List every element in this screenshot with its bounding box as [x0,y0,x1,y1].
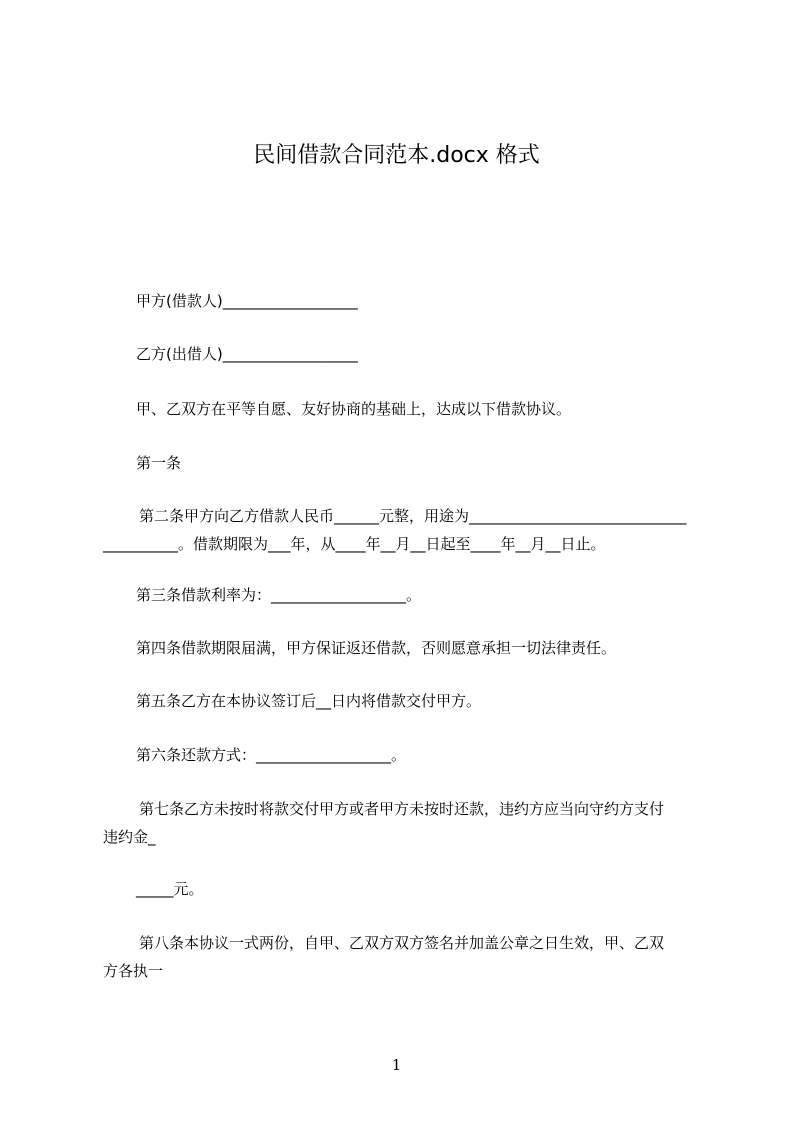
article-8-line-1: 第八条本协议一式两份，自甲、乙双方双方签名并加盖公章之日生效，甲、乙双 [139,934,665,952]
article-3: 第三条借款利率为：__________________。 [136,586,422,604]
article-7-line-2: 违约金_ [103,828,156,846]
document-title: 民间借款合同范本.docx 格式 [253,143,540,168]
party-b-line: 乙方(出借人)__________________ [136,345,358,363]
party-a-line: 甲方(借款人)__________________ [136,292,358,310]
intro-paragraph: 甲、乙双方在平等自愿、友好协商的基础上，达成以下借款协议。 [136,400,572,418]
article-7-line-1: 第七条乙方未按时将款交付甲方或者甲方未按时还款，违约方应当向守约方支付 [139,800,665,818]
article-1: 第一条 [136,454,182,472]
article-4: 第四条借款期限届满，甲方保证返还借款，否则愿意承担一切法律责任。 [136,639,617,657]
article-6: 第六条还款方式：__________________。 [136,746,407,764]
article-5: 第五条乙方在本协议签订后__日内将借款交付甲方。 [136,692,482,710]
article-2-line-2: __________。借款期限为___年，从____年__月__日起至____年__月__日止。 [103,535,606,553]
page-number: 1 [391,1056,402,1074]
article-8-line-2: 方各执一 [103,962,164,980]
article-2-line-1: 第二条甲方向乙方借款人民币______元整，用途为_____________________________ [139,507,687,525]
article-7-line-3: _____元。 [136,880,204,898]
